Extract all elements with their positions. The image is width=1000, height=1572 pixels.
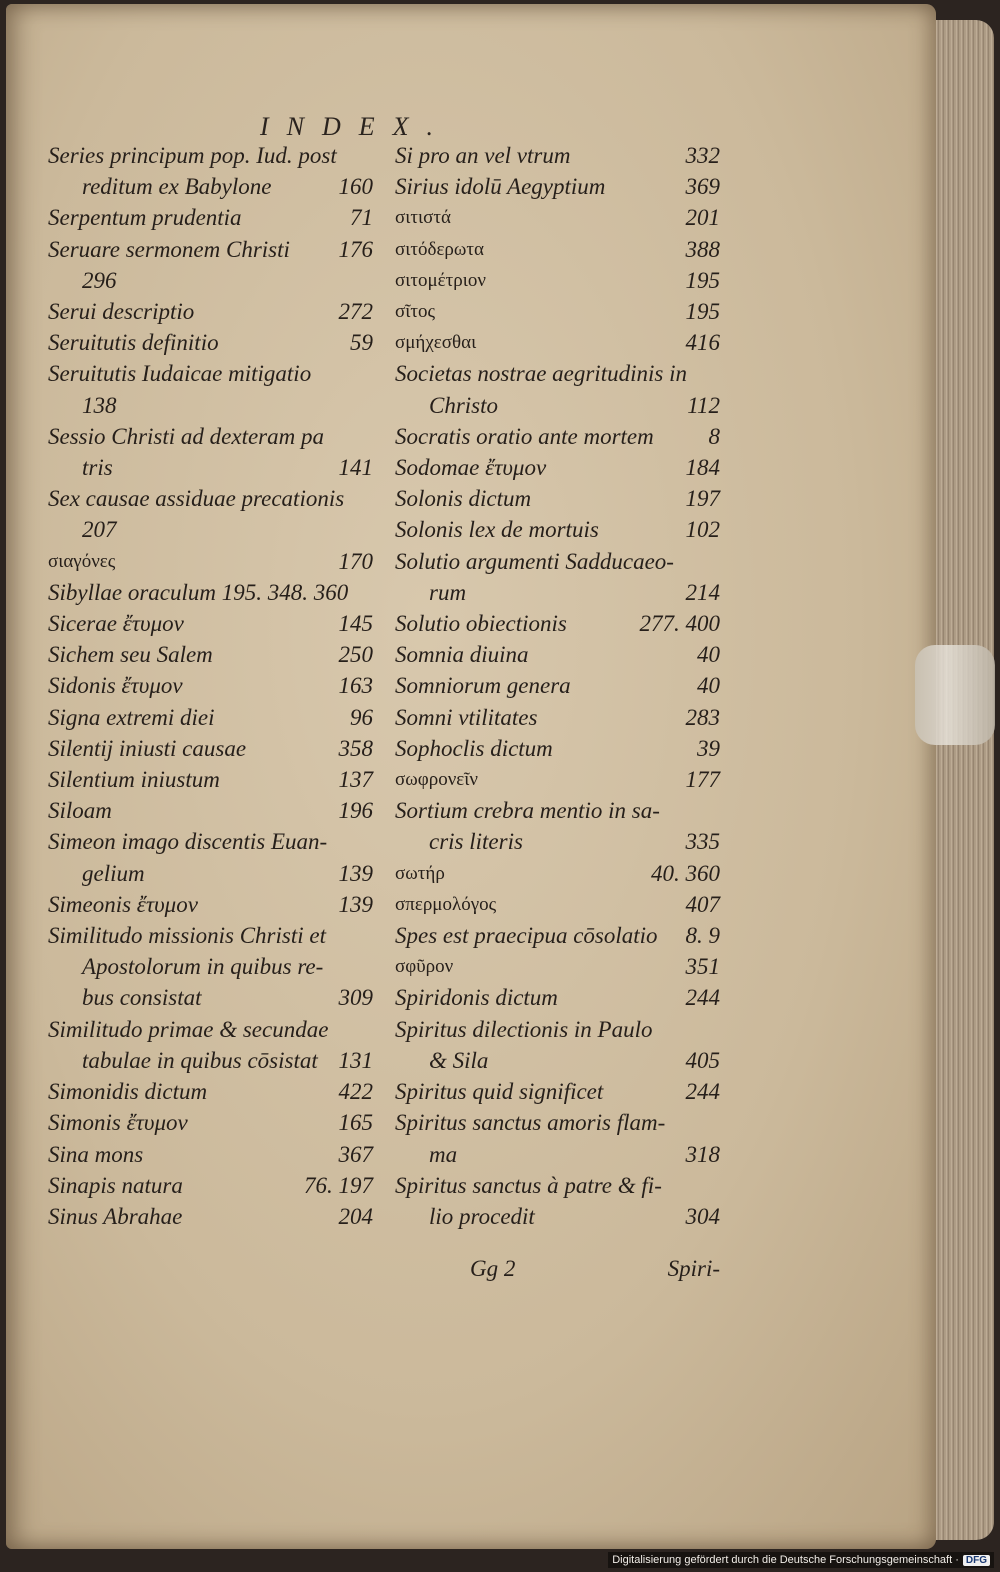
index-term: Si pro an vel vtrum (395, 143, 571, 168)
index-term: 296 (82, 267, 117, 293)
index-entry (395, 702, 720, 733)
index-term: Simeon imago discentis Euan- (48, 829, 328, 855)
index-entry (395, 1107, 720, 1138)
index-term: Somniorum genera (395, 673, 571, 699)
index-term: Sicerae ἔτυμον (48, 611, 184, 637)
index-entry (48, 234, 373, 265)
index-page-number (367, 1014, 373, 1045)
index-term: Spiridonis dictum (395, 985, 558, 1011)
index-term: Socratis oratio ante mortem (395, 423, 654, 449)
index-entry (395, 639, 720, 670)
index-page-number: 40 (697, 673, 720, 699)
index-page-number (714, 1107, 720, 1138)
index-page-number: 176 (338, 236, 373, 262)
index-term: Series principum pop. Iud. post (48, 143, 337, 168)
index-term: σιτιστά (395, 207, 451, 229)
digitization-note: Digitalisierung gefördert durch die Deutsche Forschungsgemeinschaft · (612, 1554, 959, 1566)
index-term: Seruitutis Iudaicae mitigatio (48, 361, 312, 387)
index-entry (48, 1045, 373, 1076)
index-page-number (367, 265, 373, 296)
index-entry (395, 670, 720, 701)
index-page-number: 177 (685, 767, 720, 793)
index-term: lio procedit (429, 1203, 535, 1229)
index-entry (395, 546, 720, 577)
index-term: Spiritus dilectionis in Paulo (395, 1016, 653, 1042)
index-entry (48, 733, 373, 764)
index-entry (395, 764, 720, 795)
index-page-number: 407 (685, 891, 720, 917)
index-entry (48, 483, 373, 514)
catchword: Spiri- (667, 1256, 720, 1281)
index-page-number: 272 (338, 299, 373, 325)
index-entry (395, 140, 720, 171)
index-entry (395, 296, 720, 327)
index-page-number: 195 (685, 299, 720, 325)
index-page-number: 244 (685, 985, 720, 1011)
index-term: Seruare sermonem Christi (48, 236, 290, 262)
index-term: Spiritus quid significet (395, 1079, 604, 1105)
index-entry (395, 951, 720, 982)
index-term: Somni vtilitates (395, 704, 538, 730)
index-term: Sichem seu Salem (48, 642, 213, 668)
index-page-number (714, 795, 720, 826)
index-term: Simonis ἔτυμον (48, 1110, 188, 1136)
index-entry (395, 1139, 720, 1170)
index-page-number: 165 (338, 1110, 373, 1136)
index-term: σπερμολόγος (395, 893, 497, 915)
index-entry (395, 1201, 720, 1232)
index-entry (395, 795, 720, 826)
index-entry (395, 483, 720, 514)
index-term: σιτόδερωτα (395, 238, 484, 260)
index-entry (48, 764, 373, 795)
index-page-number: 309 (338, 985, 373, 1011)
index-term: cris literis (429, 829, 523, 855)
index-term: 207 (82, 517, 117, 543)
index-entry (48, 702, 373, 733)
index-entry (395, 171, 720, 202)
index-term: σιτομέτριον (395, 269, 486, 291)
index-entry (48, 327, 373, 358)
index-term: reditum ex Babylone (82, 174, 272, 200)
index-term: Sinus Abrahae (48, 1203, 183, 1229)
index-entry (395, 202, 720, 233)
index-term: Silentij iniusti causae (48, 735, 247, 761)
index-page-number: 163 (338, 673, 373, 699)
index-entry (395, 1014, 720, 1045)
index-term: Simonidis dictum (48, 1079, 208, 1105)
index-term: Somnia diuina (395, 642, 529, 668)
index-term: Siloam (48, 798, 112, 824)
index-term: Solutio argumenti Sadducaeo- (395, 548, 674, 574)
index-page-number: 250 (338, 642, 373, 668)
index-page-number: 40 (697, 642, 720, 668)
index-term: Sophoclis dictum (395, 735, 553, 761)
index-entry (395, 1170, 720, 1201)
index-entry (395, 1076, 720, 1107)
index-term: Solonis lex de mortuis (395, 517, 599, 543)
index-page-number: 139 (338, 860, 373, 886)
index-entry (395, 1045, 720, 1076)
index-term: σωτήρ (395, 862, 445, 884)
page-edge (930, 20, 994, 1540)
index-page-number: 367 (338, 1141, 373, 1167)
index-entry (48, 951, 373, 982)
index-term: 138 (82, 392, 117, 418)
index-entry (395, 452, 720, 483)
index-page-number: 422 (338, 1079, 373, 1105)
index-term: Signa extremi diei (48, 704, 215, 730)
index-term: Solonis dictum (395, 486, 532, 512)
index-entry (395, 390, 720, 421)
index-column-right (395, 140, 720, 1232)
index-page-number: 8 (708, 423, 720, 449)
index-entry (48, 920, 373, 951)
index-entry (395, 858, 720, 889)
index-entry (48, 1107, 373, 1138)
index-page-number: 71 (350, 205, 373, 231)
index-term: ma (429, 1141, 458, 1167)
index-term: Sina mons (48, 1141, 144, 1167)
index-term: σμήχεσθαι (395, 332, 477, 354)
index-term: Sodomae ἔτυμον (395, 455, 547, 481)
index-page-number: 335 (685, 829, 720, 855)
index-entry (48, 608, 373, 639)
index-page-number: 358 (338, 735, 373, 761)
index-term: Spes est praecipua cōsolatio (395, 923, 658, 949)
index-page-number: 137 (338, 767, 373, 793)
index-term: σφῦρον (395, 956, 454, 978)
index-term: Solutio obiectionis (395, 611, 567, 637)
index-page-number: 351 (685, 954, 720, 980)
index-page-number: 244 (685, 1079, 720, 1105)
index-entry (48, 140, 373, 171)
index-page-number (367, 483, 373, 514)
index-entry (395, 327, 720, 358)
index-term: Sortium crebra mentio in sa- (395, 798, 660, 824)
index-term: Sinapis natura (48, 1172, 183, 1198)
page-footer (470, 1256, 720, 1282)
index-page-number: 318 (685, 1141, 720, 1167)
signature-mark: Gg 2 (470, 1256, 516, 1281)
index-entry (395, 920, 720, 951)
index-term: Serui descriptio (48, 299, 195, 325)
index-page-number: 96 (350, 704, 373, 730)
index-term: Sibyllae oraculum 195. 348. 360 (48, 579, 349, 605)
index-entry (48, 639, 373, 670)
index-term: Sirius idolū Aegyptium (395, 174, 606, 200)
index-entry (48, 858, 373, 889)
index-term: Silentium iniustum (48, 767, 220, 793)
index-page-number: 304 (685, 1203, 720, 1229)
index-term: σιαγόνες (48, 550, 116, 572)
index-term: tabulae in quibus cōsistat (82, 1047, 318, 1073)
index-entry (48, 171, 373, 202)
index-page-number (367, 577, 373, 608)
index-entry (48, 514, 373, 545)
index-entry (48, 795, 373, 826)
index-term: Seruitutis definitio (48, 330, 219, 356)
index-term: σῖτος (395, 301, 436, 323)
index-term: rum (429, 579, 467, 605)
digitization-credit (608, 1552, 994, 1568)
index-entry (48, 421, 373, 452)
index-page-number: 112 (687, 392, 720, 418)
index-page-number: 39 (697, 735, 720, 761)
index-page-number: 204 (338, 1203, 373, 1229)
index-page-number: 283 (685, 704, 720, 730)
index-page-number (367, 920, 373, 951)
index-term: Sex causae assiduae precationis (48, 486, 345, 512)
index-page-number (367, 826, 373, 857)
index-term: gelium (82, 860, 145, 886)
index-term: σωφρονεῖν (395, 769, 478, 791)
index-page-number: 369 (685, 174, 720, 200)
index-page-number (367, 390, 373, 421)
index-entry (48, 390, 373, 421)
index-term: Spiritus sanctus amoris flam- (395, 1110, 666, 1136)
index-term: Christo (429, 392, 499, 418)
index-page-number (714, 546, 720, 577)
index-page-number: 131 (338, 1047, 373, 1073)
index-entry (48, 1201, 373, 1232)
index-page-number: 332 (685, 143, 720, 168)
index-page-number: 184 (685, 455, 720, 481)
index-entry (48, 670, 373, 701)
index-entry (395, 577, 720, 608)
index-term: Serpentum prudentia (48, 205, 242, 231)
index-page-number (367, 140, 373, 171)
index-entry (48, 826, 373, 857)
page-header: INDEX. (260, 112, 452, 141)
index-entry (48, 889, 373, 920)
index-page-number (367, 421, 373, 452)
index-term: Societas nostrae aegritudinis in (395, 361, 687, 387)
index-page-number: 196 (338, 798, 373, 824)
index-page-number: 214 (685, 579, 720, 605)
index-entry (395, 234, 720, 265)
index-page-number: 388 (685, 236, 720, 262)
index-term: Simeonis ἔτυμον (48, 891, 198, 917)
index-page-number: 170 (338, 548, 373, 574)
index-entry (48, 452, 373, 483)
index-term: Sidonis ἔτυμον (48, 673, 183, 699)
index-entry (48, 1170, 373, 1201)
index-term: Similitudo missionis Christi et (48, 923, 326, 949)
index-page-number: 8. 9 (685, 923, 720, 949)
index-page-number: 277. 400 (639, 611, 720, 637)
index-term: tris (82, 455, 113, 481)
index-term: Sessio Christi ad dexteram pa (48, 423, 324, 449)
index-page-number: 145 (338, 611, 373, 637)
index-entry (395, 826, 720, 857)
index-page-number (714, 1014, 720, 1045)
index-entry (48, 1076, 373, 1107)
index-entry (48, 296, 373, 327)
index-page-number (714, 1170, 720, 1201)
index-page-number: 197 (685, 486, 720, 512)
index-page-number: 139 (338, 891, 373, 917)
index-page-number: 416 (685, 330, 720, 356)
index-page-number: 102 (685, 517, 720, 543)
index-entry (48, 546, 373, 577)
index-entry (48, 982, 373, 1013)
index-term: Similitudo primae & secundae (48, 1016, 329, 1042)
index-term: Spiritus sanctus à patre & fi- (395, 1172, 662, 1198)
index-page-number: 160 (338, 174, 373, 200)
index-page-number (367, 951, 373, 982)
page-clip (915, 645, 995, 745)
index-entry (395, 733, 720, 764)
index-page-number: 40. 360 (651, 860, 720, 886)
index-page-number: 201 (685, 205, 720, 231)
index-entry (395, 514, 720, 545)
dfg-logo: DFG (963, 1555, 990, 1566)
index-entry (395, 982, 720, 1013)
index-entry (48, 1014, 373, 1045)
index-entry (395, 889, 720, 920)
index-page-number (367, 514, 373, 545)
index-entry (395, 358, 720, 389)
index-page-number: 59 (350, 330, 373, 356)
index-entry (395, 421, 720, 452)
index-page-number (714, 358, 720, 389)
index-entry (48, 202, 373, 233)
index-entry (395, 265, 720, 296)
index-term: & Sila (429, 1047, 489, 1073)
index-page-number: 405 (685, 1047, 720, 1073)
index-entry (395, 608, 720, 639)
index-page-number: 76. 197 (304, 1172, 373, 1198)
index-page-number (367, 358, 373, 389)
index-column-left (48, 140, 373, 1232)
index-page-number: 141 (338, 455, 373, 481)
index-term: bus consistat (82, 985, 202, 1011)
index-entry (48, 577, 373, 608)
index-entry (48, 265, 373, 296)
index-entry (48, 358, 373, 389)
index-entry (48, 1139, 373, 1170)
index-page-number: 195 (685, 267, 720, 293)
index-term: Apostolorum in quibus re- (82, 954, 324, 980)
